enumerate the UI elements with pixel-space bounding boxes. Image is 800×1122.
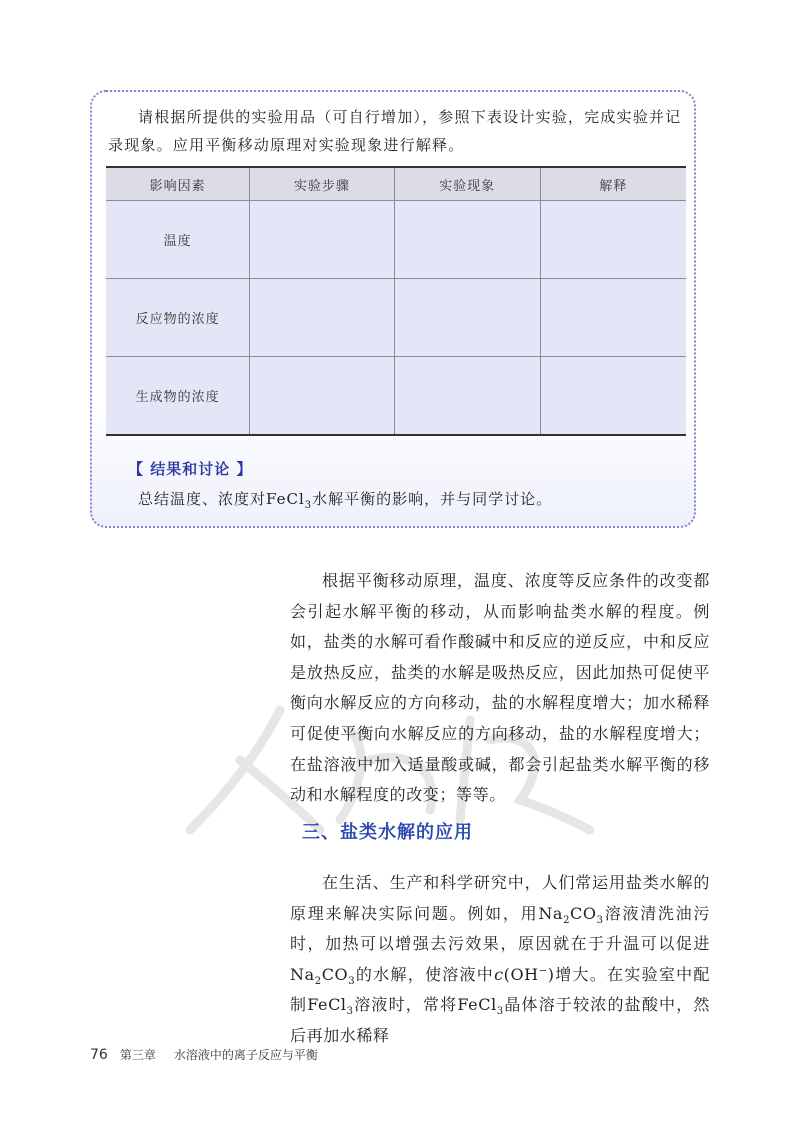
table-cell bbox=[394, 279, 540, 357]
formula-part: ) bbox=[547, 964, 555, 984]
result-text-pre: 总结温度、浓度对 bbox=[138, 490, 267, 508]
chapter-label: 第三章 bbox=[119, 1048, 156, 1062]
experiment-table bbox=[106, 166, 686, 436]
table-header-row bbox=[106, 167, 686, 201]
table-cell: 温度 bbox=[106, 201, 250, 279]
text-run: 溶液时，常将 bbox=[353, 995, 458, 1015]
section-heading: 三、盐类水解的应用 bbox=[302, 822, 473, 843]
formula-subscript: 2 bbox=[563, 914, 571, 926]
page-number: 76 bbox=[90, 1047, 108, 1063]
formula-fecl3: FeCl bbox=[307, 995, 347, 1015]
chapter-title: 水溶液中的离子反应与平衡 bbox=[173, 1048, 318, 1062]
formula-fecl3: FeCl bbox=[266, 490, 305, 508]
formula-superscript: − bbox=[538, 965, 548, 977]
text-run: 在生活、生产和科学研究中，人们常运用盐类水解的原理来解决实际问题。例如，用 bbox=[290, 873, 710, 923]
table-cell: 生成物的浓度 bbox=[106, 357, 250, 436]
table-header-cell: 影响因素 bbox=[106, 167, 250, 201]
text-run: 溶液清洗油污时，加热可以增强去污效果，原因就在于升温可以促进 bbox=[290, 903, 710, 954]
formula-part: CO bbox=[570, 903, 597, 923]
table-header-cell: 实验现象 bbox=[394, 167, 540, 201]
experiment-intro bbox=[108, 103, 688, 159]
formula-subscript: 3 bbox=[348, 975, 356, 987]
intro-line-2: 象。应用平衡移动原理对实验现象进行解释。 bbox=[140, 136, 465, 154]
formula-na2co3: Na bbox=[290, 964, 315, 984]
result-text bbox=[138, 488, 552, 509]
table-cell: 反应物的浓度 bbox=[106, 279, 250, 357]
text-run: 增大。在实验室中配制 bbox=[290, 964, 710, 1015]
page-footer bbox=[90, 1046, 318, 1063]
table-header-cell: 解释 bbox=[540, 167, 686, 201]
table-cell bbox=[540, 279, 686, 357]
table-row bbox=[106, 201, 686, 279]
formula-part: CO bbox=[321, 964, 349, 984]
formula-fecl3: FeCl bbox=[457, 995, 497, 1015]
formula-subscript: 3 bbox=[346, 1006, 354, 1018]
body-paragraph-2 bbox=[290, 868, 710, 1052]
table-row bbox=[106, 279, 686, 357]
formula-subscript: 3 bbox=[496, 1006, 504, 1018]
table-cell bbox=[394, 201, 540, 279]
formula-na2co3: Na bbox=[538, 903, 564, 923]
table-header-cell: 实验步骤 bbox=[250, 167, 394, 201]
concentration-symbol: c bbox=[494, 964, 504, 984]
table-cell bbox=[250, 279, 394, 357]
text-run: 晶体溶于较浓的盐酸中，然后再加水稀释 bbox=[290, 995, 710, 1045]
table-cell bbox=[250, 357, 394, 436]
body-paragraph-1 bbox=[290, 566, 710, 811]
table-cell bbox=[250, 201, 394, 279]
paragraph-text: 根据平衡移动原理，温度、浓度等反应条件的改变都会引起水解平衡的移动，从而影响盐类水解的程度。例如，盐类的水解可看作酸碱中和反应的逆反应，中和反应是放热反应，盐类的水解是吸热反应，因此加热可促使平衡向水解反应的方向移动，盐的水解程度增大；加水稀释可促使平衡向水解反应的方向移动，盐的水解程度增大；在盐溶液中加入适量酸或碱，都会引起盐类水解平衡的移动和水解程度的改变；等等。 bbox=[290, 571, 710, 805]
formula-subscript: 2 bbox=[314, 975, 322, 987]
intro-line-1: 请根据所提供的实验用品（可自行增加），参照下表设计实验，完成实验并记录现 bbox=[108, 108, 682, 154]
paragraph-text bbox=[290, 868, 710, 1052]
table-cell bbox=[540, 201, 686, 279]
text-run: 的水解，使溶液中 bbox=[355, 964, 495, 984]
table-row bbox=[106, 357, 686, 436]
formula-subscript: 3 bbox=[596, 914, 604, 926]
result-text-post: 水解平衡的影响，并与同学讨论。 bbox=[312, 490, 553, 508]
formula-subscript: 3 bbox=[304, 500, 313, 511]
table-cell bbox=[394, 357, 540, 436]
formula-hydroxide: (OH bbox=[503, 964, 539, 984]
result-heading: 【 结果和讨论 】 bbox=[128, 460, 253, 478]
table-cell bbox=[540, 357, 686, 436]
